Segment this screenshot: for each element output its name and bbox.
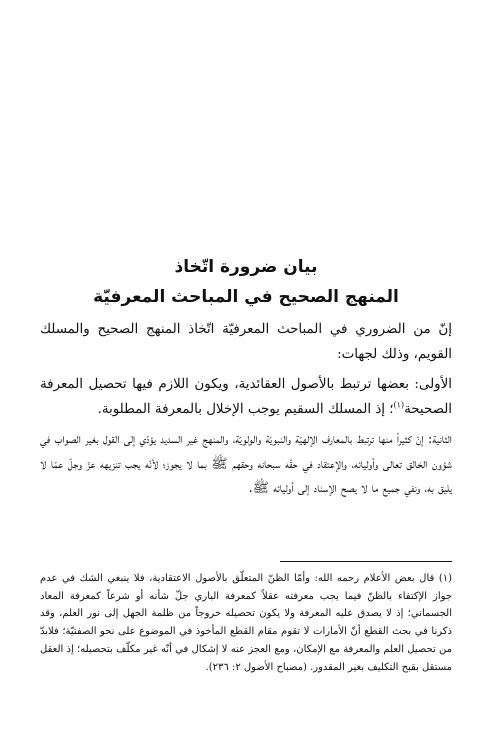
intro-paragraph: إنّ من الضروري في المباحث المعرفيّة اتّخاذ المنهج الصحيح والمسلك القويم، وذلك لجهات: — [40, 322, 452, 362]
first-point-paragraph — [40, 373, 452, 422]
heading-line-2: المنهج الصحيح في المباحث المعرفيّة — [93, 287, 399, 307]
second-point-paragraph: الثانية: إنّ كثيراً منها ترتبط بالمعارف الإلهيّة والنبويّة والولويّة، والمنهج غير السديد يؤدّي إلى القول بغير الصواب في شؤون الخالق تعالى وأوليائه، والإعتقاد في حقّه سبحانه وحقهم ﷺ بما لا يجوز؛ لأنّه يجب تنزيهه عزّ وجلّ عمّا لا يليق به، ونفي جميع ما لا يصح الإسناد إلى أوليائه ﷺ. — [40, 432, 452, 496]
footnote-ref-1: (١) — [393, 400, 405, 410]
footnote-separator — [280, 561, 452, 562]
body-text — [40, 318, 452, 508]
footnotes — [40, 570, 452, 676]
heading-line-1: بيان ضرورة اتّخاذ — [174, 257, 318, 277]
footnote-1: (١) قال بعض الأعلام رحمه الله: وأمّا الظنّ المتعلّق بالأصول الاعتقادية، فلا ينبغي الشك في عدم جواز الإكتفاء بالظنّ فيما يجب معرفته عقلاً كمعرفة الباري جلّ شأنه أو شرعاً كمعرفة المعاد الجسماني؛ إذ لا يصدق عليه المعرفة ولا يكون تحصيله خروجاً من ظلمة الجهل إلى نور العلم، وقد ذكرنا في بحث القطع أنّ الأمارات لا تقوم مقام القطع المأخوذ في الموضوع على نحو الصفتيّة؛ فلابدّ من تحصيل العلم والمعرفة مع الإمكان، ومع العجز عنه لا إشكال في أنّه غير مكلّف بتحصيله؛ إذ العقل مستقل بقبح التكليف بغير المقدور. (مصباح الأصول ٢: ٢٣٦). — [40, 573, 452, 673]
first-point-text-end: ؛ إذ المسلك السقيم يوجب الإخلال بالمعرفة المطلوبة. — [97, 401, 394, 417]
section-heading — [0, 252, 492, 312]
first-point-text: الأولى: بعضها ترتبط بالأصول العقائدية، ويكون اللازم فيها تحصيل المعرفة الصحيحة — [40, 377, 452, 417]
